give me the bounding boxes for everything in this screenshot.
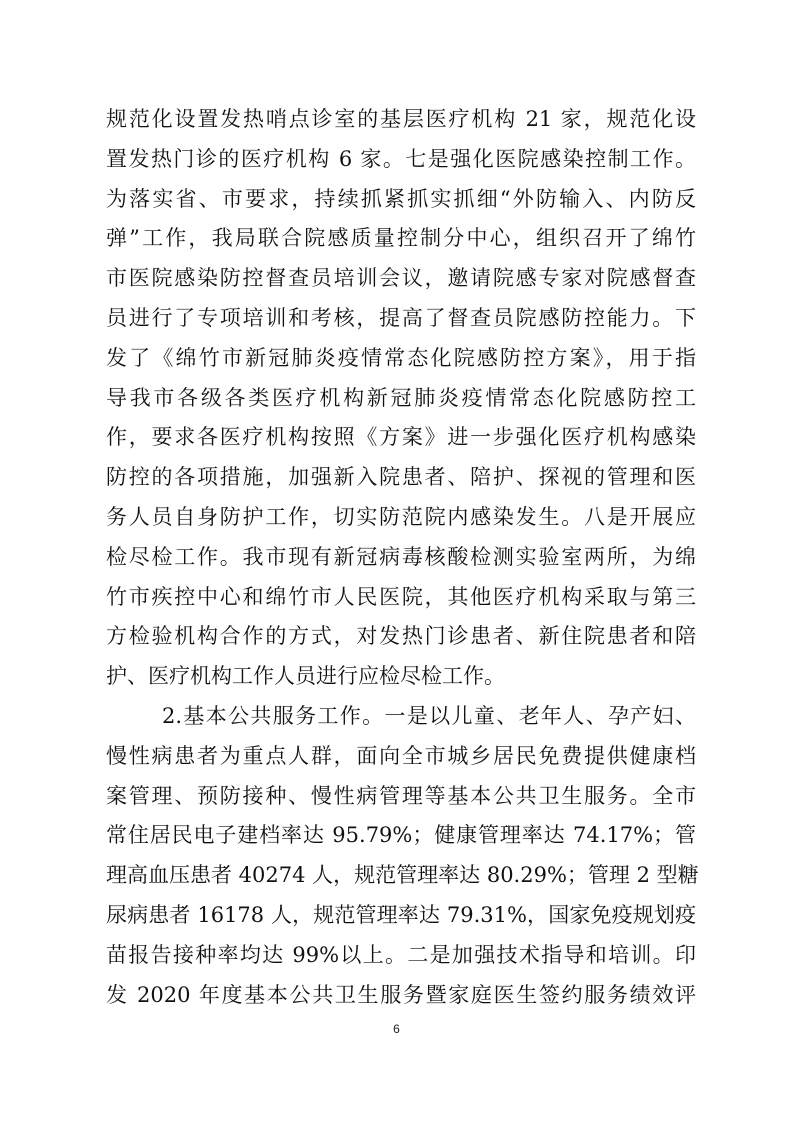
text-line: 理高血压患者 40274 人，规范管理率达 80.29%；管理 2 型糖	[106, 863, 699, 888]
text-line: 检尽检工作。我市现有新冠病毒核酸检测实验室两所，为绵	[106, 544, 696, 569]
body-text	[106, 100, 699, 1015]
text-line: 市医院感染防控督查员培训会议，邀请院感专家对院感督查	[106, 266, 696, 291]
text-line: 尿病患者 16178 人，规范管理率达 79.31%，国家免疫规划疫	[106, 902, 696, 927]
text-line: 慢性病患者为重点人群，面向全市城乡居民免费提供健康档	[106, 743, 696, 768]
text-line: 发了《绵竹市新冠肺炎疫情常态化院感防控方案》，用于指	[106, 345, 696, 370]
text-line: 方检验机构合作的方式，对发热门诊患者、新住院患者和陪	[106, 624, 696, 649]
text-line: 规范化设置发热哨点诊室的基层医疗机构 21 家，规范化设	[106, 107, 696, 131]
page-number: 6	[393, 1022, 400, 1036]
text-line: 置发热门诊的医疗机构 6 家。七是强化医院感染控制工作。	[106, 146, 696, 171]
text-line: 护、医疗机构工作人员进行应检尽检工作。	[106, 664, 505, 689]
text-line: 员进行了专项培训和考核，提高了督查员院感防控能力。下	[106, 305, 696, 330]
text-line: 为落实省、市要求，持续抓紧抓实抓细“外防输入、内防反	[106, 186, 696, 211]
text-line: 发 2020 年度基本公共卫生服务暨家庭医生签约服务绩效评	[106, 982, 696, 1007]
text-line: 常住居民电子建档率达 95.79%；健康管理率达 74.17%；管	[106, 823, 696, 848]
text-line: 务人员自身防护工作，切实防范院内感染发生。八是开展应	[106, 504, 696, 529]
text-line: 苗报告接种率均达 99%以上。二是加强技术指导和培训。印	[106, 942, 696, 967]
text-line: 弹”工作，我局联合院感质量控制分中心，组织召开了绵竹	[106, 226, 696, 251]
text-line: 导我市各级各类医疗机构新冠肺炎疫情常态化院感防控工	[106, 385, 696, 410]
text-line: 作，要求各医疗机构按照《方案》进一步强化医疗机构感染	[106, 425, 696, 450]
text-line: 竹市疾控中心和绵竹市人民医院，其他医疗机构采取与第三	[106, 584, 696, 609]
text-line: 案管理、预防接种、慢性病管理等基本公共卫生服务。全市	[106, 783, 696, 808]
section-heading-line: 2.基本公共服务工作。一是以儿童、老年人、孕产妇、	[162, 703, 696, 728]
text-line: 防控的各项措施，加强新入院患者、陪护、探视的管理和医	[106, 465, 696, 490]
